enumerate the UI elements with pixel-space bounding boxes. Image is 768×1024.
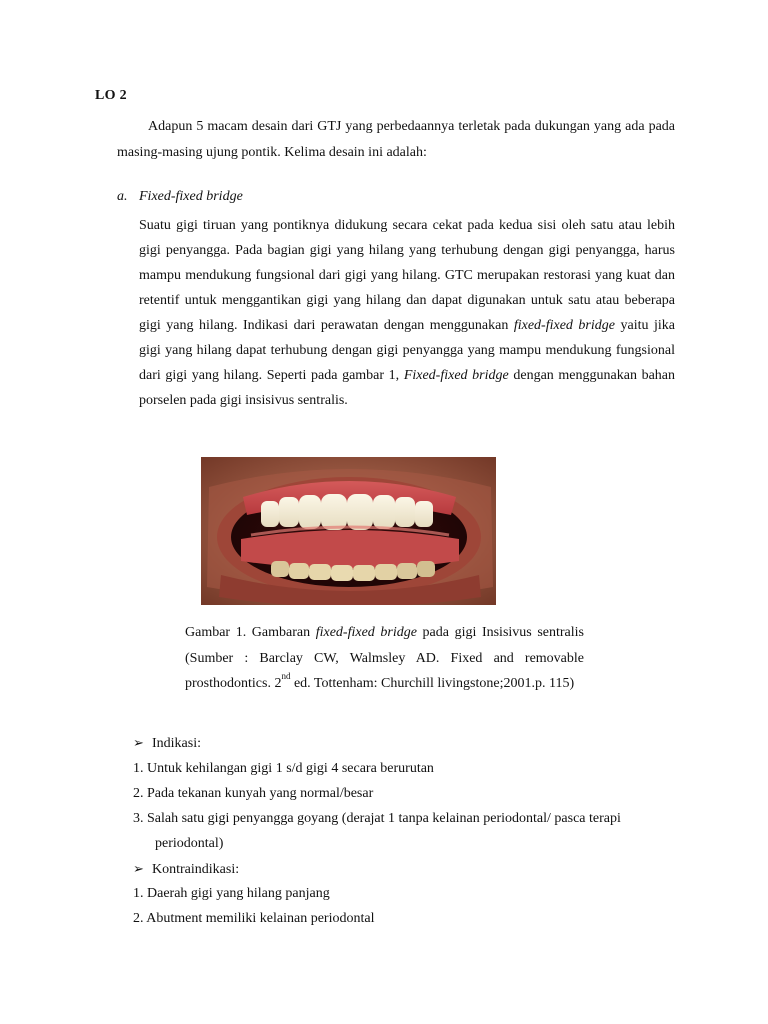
caption-text-1: Gambar 1. Gambaran [185,625,316,640]
paragraph-emphasis-1: fixed-fixed bridge [513,318,615,333]
subsection-paragraph [139,213,675,413]
subsection-letter: a. [117,189,128,204]
list-item: 2. Abutment memiliki kelainan periodontal [133,911,375,926]
paragraph-emphasis-2: Fixed-fixed bridge [403,368,509,383]
list-item: 2. Pada tekanan kunyah yang normal/besar [133,786,374,801]
arrow-bullet-icon: ➢ [133,861,144,876]
arrow-bullet-icon: ➢ [133,735,144,750]
paragraph-text-2: yaitu jika gigi yang hilang dapat terhubung dengan gigi penyangga yang mampu mendukung fungsional dari gigi yang hilang. Seperti pada gambar 1, [139,318,675,383]
list-item-continuation: periodontal) [155,836,224,851]
dental-photo-illustration [201,457,496,605]
indikasi-label: Indikasi: [152,736,201,751]
kontraindikasi-label: Kontraindikasi: [152,862,240,877]
figure-caption [185,620,584,697]
kontraindikasi-heading [133,861,239,878]
section-heading: LO 2 [95,88,127,103]
paragraph-text-3: dengan menggunakan bahan porselen pada gigi insisivus sentralis. [139,368,675,408]
list-item: 1. Daerah gigi yang hilang panjang [133,886,330,901]
list-item: 1. Untuk kehilangan gigi 1 s/d gigi 4 secara berurutan [133,761,434,776]
dental-photo [201,457,496,605]
caption-text-2: pada gigi Insisivus sentralis (Sumber : Barclay CW, Walmsley AD. Fixed and removable prosthodontics. 2 [185,625,584,691]
caption-superscript: nd [281,671,291,682]
indikasi-heading [133,735,201,752]
caption-emphasis: fixed-fixed bridge [315,625,417,640]
list-item: 3. Salah satu gigi penyangga goyang (derajat 1 tanpa kelainan periodontal/ pasca terapi [133,811,621,826]
paragraph-text-1: Suatu gigi tiruan yang pontiknya didukung secara cekat pada kedua sisi oleh satu atau lebih gigi penyangga. Pada bagian gigi yang hilang yang terhubung dengan gigi penyangga, harus mampu mendukung fungsional dari gigi yang hilang. GTC merupakan restorasi yang kuat dan retentif untuk menggantikan gigi yang hilang dan dapat digunakan untuk satu atau beberapa gigi yang hilang. Indikasi dari perawatan dengan menggunakan [139,218,675,333]
subsection-title [117,189,243,205]
intro-paragraph: Adapun 5 macam desain dari GTJ yang perbedaannya terletak pada dukungan yang ada pada masing-masing ujung pontik. Kelima desain ini adalah: [117,119,675,160]
caption-text-3: ed. Tottenham: Churchill livingstone;2001.p. 115) [290,676,575,691]
subsection-title-text: Fixed-fixed bridge [139,189,243,204]
